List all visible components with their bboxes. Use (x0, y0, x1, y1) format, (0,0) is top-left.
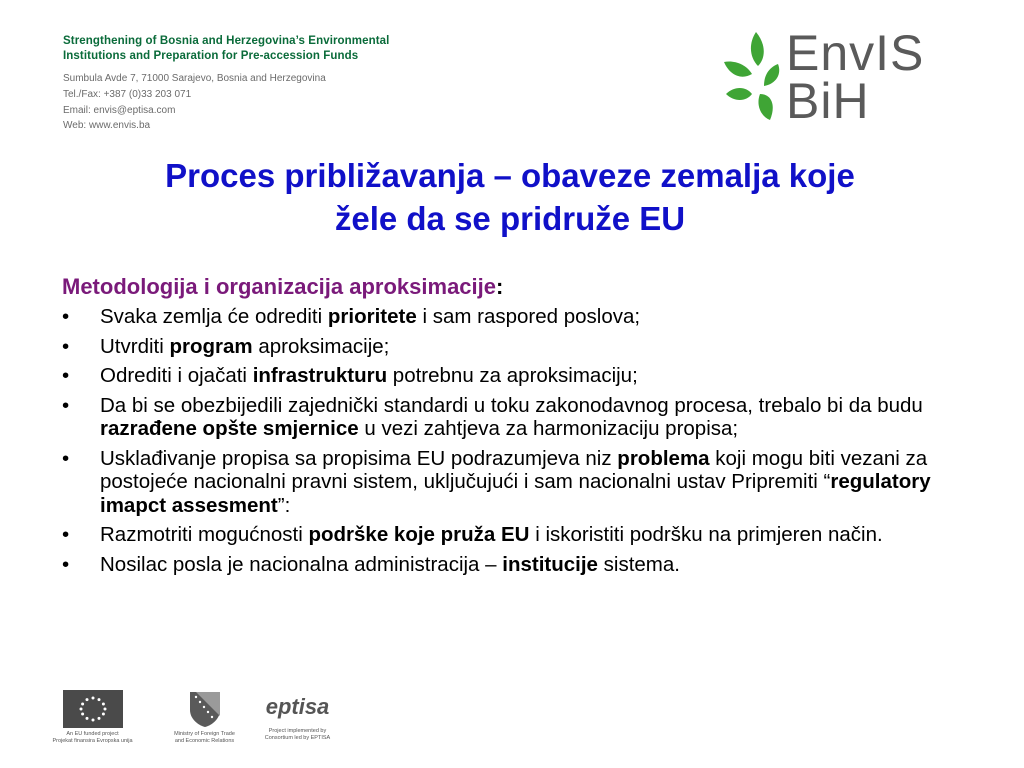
logo-text-bih: BiH (786, 73, 870, 129)
bih-ministry-logo (162, 690, 247, 745)
title-line-1: Proces približavanja – obaveze zemalja koje (165, 157, 855, 194)
title-line-2: žele da se pridruže EU (334, 200, 686, 237)
leaf-icon (720, 24, 790, 134)
contact-info (63, 71, 326, 134)
bullet-text: Usklađivanje propisa sa propisima EU podrazumjeva niz (100, 446, 618, 470)
bullet-text: Utvrditi (100, 334, 170, 358)
bullet-bold: problema (617, 446, 710, 470)
bullet-marker: • (62, 305, 70, 328)
eptisa-logo-text: eptisa (265, 694, 330, 719)
eptisa-caption-2: Consortium led by EPTISA (264, 735, 331, 741)
bullet-text: aproksimacije; (252, 334, 390, 358)
list-item (62, 523, 962, 547)
address: Sumbula Avde 7, 71000 Sarajevo, Bosnia and Herzegovina (63, 73, 326, 84)
bullet-text: u vezi zahtjeva za harmonizaciju propisa; (358, 417, 739, 440)
bullet-bold: regulatory imapct assesment (100, 470, 931, 517)
bullet-bold: podrške koje pruža EU (308, 523, 530, 546)
subheading-colon: : (496, 274, 504, 299)
bullet-text: i sam raspored poslova; (416, 305, 641, 328)
organization-name (63, 34, 389, 64)
list-item (62, 305, 962, 329)
telephone: Tel./Fax: +387 (0)33 203 071 (63, 88, 192, 100)
bullet-text: Odrediti i ojačati (100, 364, 253, 387)
eu-caption-1: An EU funded project (66, 731, 119, 737)
envis-bih-logo (720, 24, 970, 134)
bullet-marker: • (62, 446, 70, 470)
list-item (62, 394, 962, 441)
bullet-text: i iskoristiti podršku na primjeren način. (529, 523, 883, 546)
eu-logo (50, 690, 135, 745)
bullet-text: sistema. (597, 552, 680, 576)
list-item (62, 364, 962, 388)
slide-title (70, 154, 950, 240)
bullet-bold: program (169, 334, 253, 358)
bullet-bold: infrastrukturu (252, 364, 388, 387)
bullet-list (62, 305, 962, 582)
bullet-text: Nosilac posla je nacionalna administracija – (100, 552, 503, 576)
bullet-text: Razmotriti mogućnosti (100, 523, 309, 546)
list-item (62, 553, 962, 577)
website: Web: www.envis.ba (63, 120, 151, 132)
bih-caption-1: Ministry of Foreign Trade (174, 731, 235, 737)
bullet-bold: prioritete (327, 305, 417, 328)
org-line-2: Institutions and Preparation for Pre-accession Funds (63, 50, 359, 62)
eptisa-logo (250, 690, 345, 742)
eptisa-caption-1: Project implemented by (268, 728, 327, 734)
org-line-1: Strengthening of Bosnia and Herzegovina’s Environmental (63, 35, 390, 47)
bullet-text: potrebnu za aproksimaciju; (387, 364, 638, 387)
bullet-marker: • (62, 523, 70, 546)
bullet-marker: • (62, 334, 70, 358)
bullet-text: koji mogu biti vezani za postojeće nacionalni pravni sistem, uključujući i sam nacionalni ustav Pripremiti “ (100, 446, 928, 493)
subheading (62, 274, 503, 300)
eu-flag-icon (63, 690, 123, 728)
bullet-marker: • (62, 552, 70, 576)
bullet-marker: • (62, 364, 70, 387)
bullet-marker: • (62, 393, 70, 417)
email: Email: envis@eptisa.com (63, 104, 176, 116)
subheading-text: Metodologija i organizacija aproksimacije (62, 274, 497, 299)
footer-logos (50, 690, 350, 760)
bullet-bold: institucije (502, 552, 598, 576)
bih-coat-icon (186, 690, 224, 728)
bullet-text: Da bi se obezbijedili zajednički standardi u toku zakonodavnog procesa, trebalo bi da budu (100, 393, 923, 417)
bullet-text: Svaka zemlja će odrediti (100, 305, 328, 328)
eu-caption-2: Projekat finansira Evropska unija (52, 738, 133, 744)
list-item (62, 335, 962, 359)
bullet-text: ”: (277, 493, 291, 517)
list-item (62, 447, 962, 518)
bih-caption-2: and Economic Relations (174, 738, 235, 744)
bullet-bold: razrađene opšte smjernice (100, 417, 359, 440)
logo-text-envis: EnvIS (786, 25, 925, 81)
